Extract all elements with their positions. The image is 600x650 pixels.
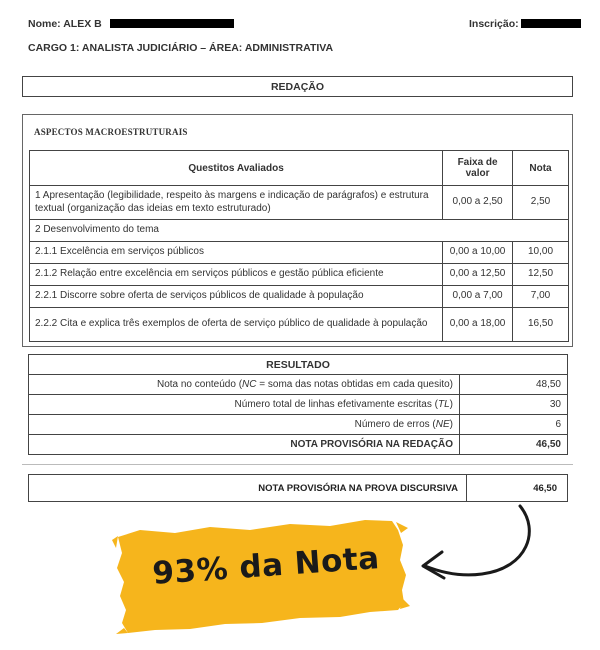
- resultado-title: RESULTADO: [29, 355, 568, 375]
- criterion-cell: 1 Apresentação (legibilidade, respeito às margens e indicação de parágrafos) e estrutura textual (organização das ideias em texto estruturado): [30, 186, 443, 220]
- criterion-cell: 2.1.1 Excelência em serviços públicos: [30, 242, 443, 264]
- ne-abbr: NE: [435, 419, 450, 430]
- nc-label-suffix: = soma das notas obtidas em cada quesito): [256, 379, 453, 390]
- final-redacao-value: 46,50: [460, 435, 568, 455]
- aspects-title: ASPECTOS MACROESTRUTURAIS: [34, 127, 188, 137]
- column-header-criteria: Questitos Avaliados: [30, 151, 443, 186]
- prova-label: NOTA PROVISÓRIA NA PROVA DISCURSIVA: [29, 475, 467, 501]
- criterion-cell: 2.1.2 Relação entre excelência em serviços públicos e gestão pública eficiente: [30, 264, 443, 286]
- inscricao-label: Inscrição:: [469, 18, 519, 30]
- ne-label-prefix: Número de erros (: [354, 419, 436, 430]
- section-title-redacao: REDAÇÃO: [22, 76, 573, 97]
- tl-label-suffix: ): [449, 399, 453, 410]
- tl-value: 30: [460, 395, 568, 415]
- arrowhead-icon: [423, 552, 444, 578]
- final-redacao-label: NOTA PROVISÓRIA NA REDAÇÃO: [29, 435, 460, 455]
- column-header-grade: Nota: [513, 151, 569, 186]
- criterion-cell: 2 Desenvolvimento do tema: [30, 220, 569, 242]
- grade-cell: 16,50: [513, 308, 569, 342]
- stamp-text: 93% da Nota: [151, 540, 381, 592]
- grade-cell: 10,00: [513, 242, 569, 264]
- nc-value: 48,50: [460, 375, 568, 395]
- nc-abbr: NC: [242, 379, 257, 390]
- range-cell: 0,00 a 10,00: [443, 242, 513, 264]
- ne-label-suffix: ): [449, 419, 453, 430]
- range-cell: 0,00 a 18,00: [443, 308, 513, 342]
- range-cell: 0,00 a 2,50: [443, 186, 513, 220]
- criterion-cell: 2.2.1 Discorre sobre oferta de serviços públicos de qualidade à população: [30, 286, 443, 308]
- ne-value: 6: [460, 415, 568, 435]
- range-cell: 0,00 a 7,00: [443, 286, 513, 308]
- candidate-name-label: Nome: ALEX B: [28, 18, 102, 30]
- cargo-title: CARGO 1: ANALISTA JUDICIÁRIO – ÁREA: ADMINISTRATIVA: [28, 42, 334, 54]
- grade-cell: 7,00: [513, 286, 569, 308]
- tl-abbr: TL: [437, 399, 450, 410]
- column-header-range: Faixa de valor: [443, 151, 513, 186]
- nc-label-prefix: Nota no conteúdo (: [156, 379, 243, 390]
- prova-value: 46,50: [533, 482, 557, 494]
- grade-cell: 12,50: [513, 264, 569, 286]
- curved-arrow-icon: [425, 506, 529, 575]
- criterion-cell: 2.2.2 Cita e explica três exemplos de oferta de serviço público de qualidade à população: [30, 308, 443, 342]
- grade-cell: 2,50: [513, 186, 569, 220]
- range-cell: 0,00 a 12,50: [443, 264, 513, 286]
- tl-label-prefix: Número total de linhas efetivamente escritas (: [234, 399, 438, 410]
